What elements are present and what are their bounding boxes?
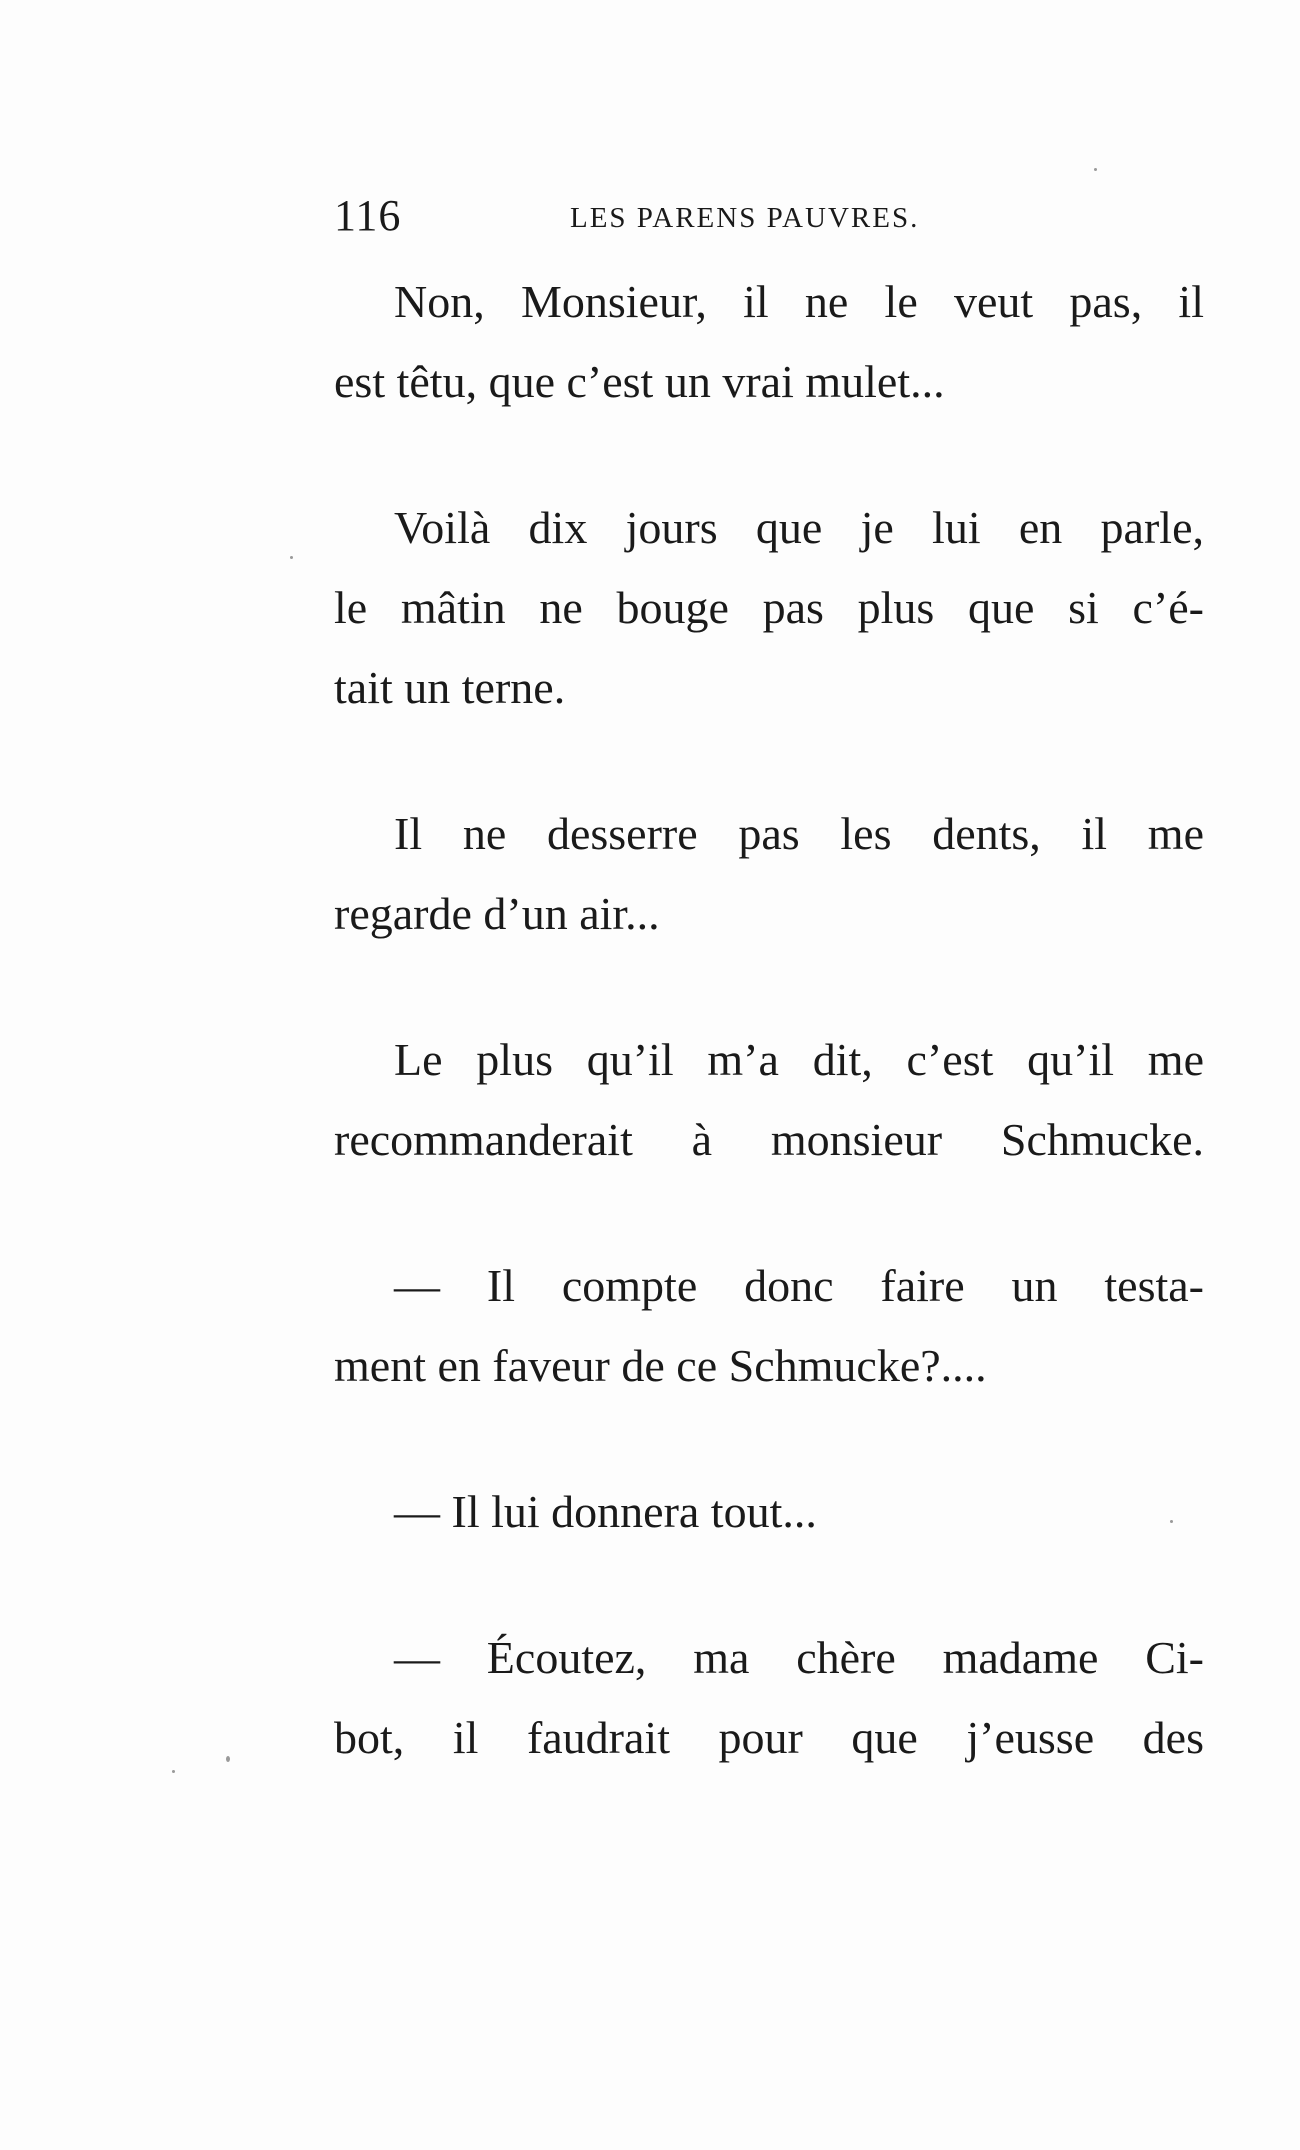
- paragraph: [334, 1020, 1204, 1180]
- text-line: est têtu, que c’est un vrai mulet...: [334, 356, 945, 407]
- text-line: ment en faveur de ce Schmucke?....: [334, 1340, 987, 1391]
- paper-speck: [1094, 168, 1097, 171]
- page-number: 116: [334, 191, 402, 240]
- text-line: Il ne desserre pas les dents, il me: [394, 808, 1204, 859]
- text-line: Voilà dix jours que je lui en parle,: [394, 502, 1204, 553]
- text-line: recommanderait à monsieur Schmucke.: [334, 1114, 1204, 1165]
- text-line: tait un terne.: [334, 662, 566, 713]
- paper-speck: [1170, 1520, 1173, 1523]
- text-line: — Écoutez, ma chère madame Ci-: [394, 1632, 1204, 1683]
- text-line: — Il lui donnera tout...: [394, 1486, 817, 1537]
- paragraph: [334, 1472, 1204, 1552]
- text-line: — Il compte donc faire un testa-: [394, 1260, 1204, 1311]
- paragraph: [334, 1618, 1204, 1778]
- page-header: [334, 190, 1204, 240]
- paragraph: [334, 488, 1204, 728]
- paragraph: [334, 262, 1204, 422]
- text-line: le mâtin ne bouge pas plus que si c’é-: [334, 582, 1204, 633]
- text-line: Non, Monsieur, il ne le veut pas, il: [394, 276, 1204, 327]
- text-line: Le plus qu’il m’a dit, c’est qu’il me: [394, 1034, 1204, 1085]
- running-title: LES PARENS PAUVRES.: [570, 202, 920, 234]
- body-text: [334, 262, 1204, 1844]
- paper-speck: [172, 1770, 175, 1773]
- paper-speck: [226, 1756, 230, 1762]
- paragraph: [334, 794, 1204, 954]
- paper-speck: [290, 556, 293, 559]
- text-line: bot, il faudrait pour que j’eusse des: [334, 1712, 1204, 1763]
- paragraph: [334, 1246, 1204, 1406]
- text-line: regarde d’un air...: [334, 888, 660, 939]
